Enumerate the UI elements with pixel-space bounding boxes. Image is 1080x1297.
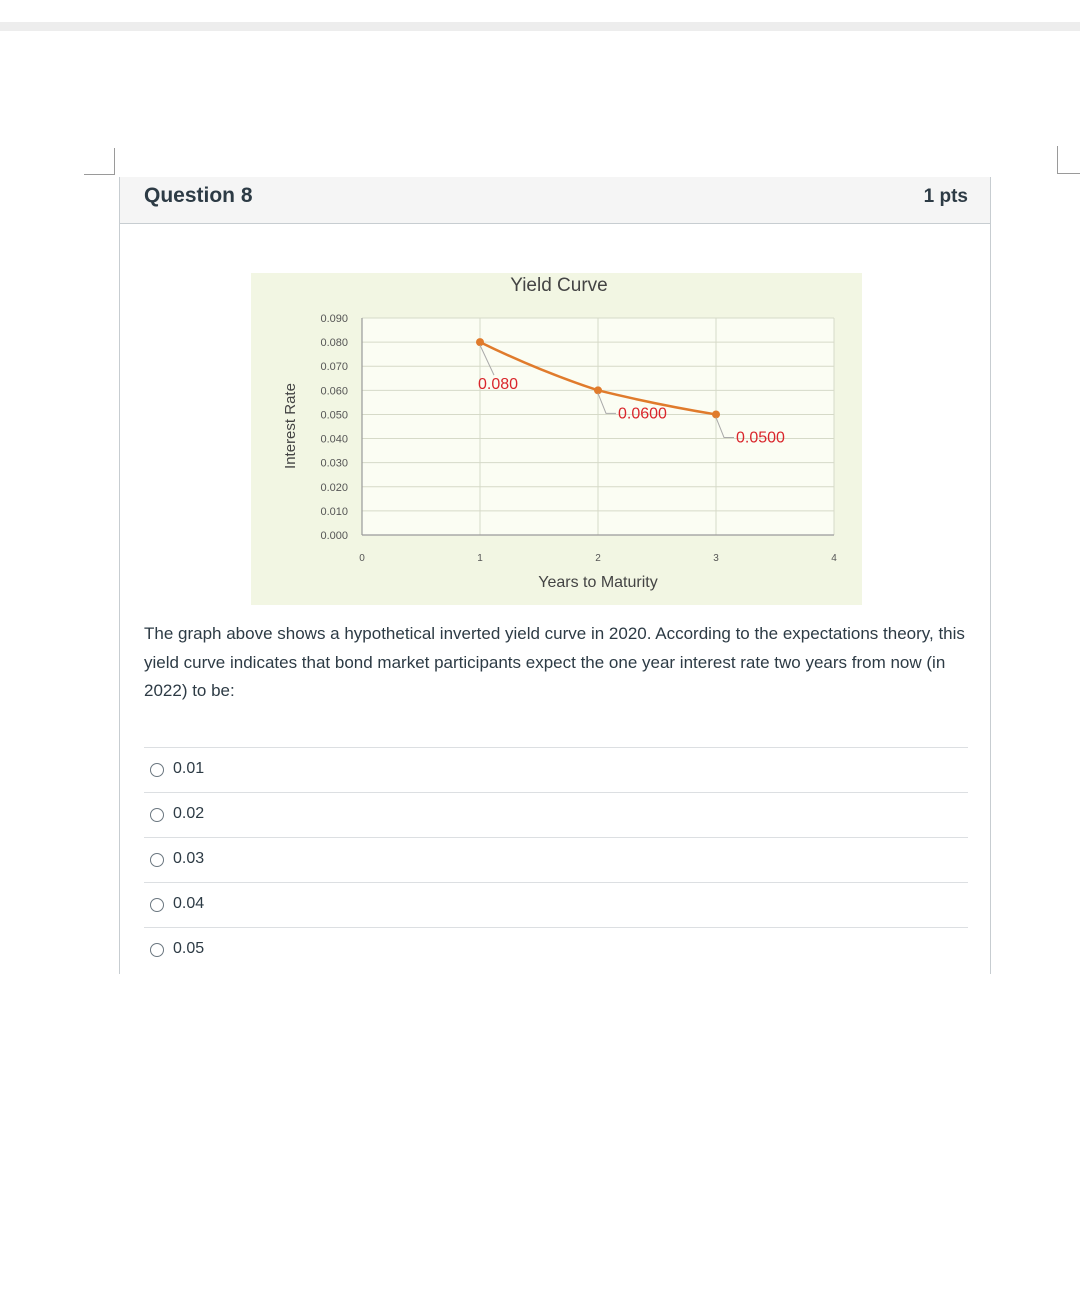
y-tick-label: 0.050 bbox=[320, 409, 348, 422]
data-point bbox=[594, 386, 602, 394]
answer-label: 0.03 bbox=[173, 850, 205, 867]
data-point bbox=[712, 410, 720, 418]
crop-mark-left bbox=[84, 148, 115, 175]
crop-mark-right bbox=[1057, 146, 1080, 174]
yield-curve-svg bbox=[251, 273, 862, 605]
answer-option-2[interactable] bbox=[144, 792, 968, 837]
y-tick-label: 0.040 bbox=[320, 433, 348, 446]
question-card bbox=[119, 177, 991, 974]
x-tick-label: 0 bbox=[359, 553, 365, 564]
radio-button[interactable] bbox=[150, 943, 164, 957]
answer-label: 0.05 bbox=[173, 940, 205, 957]
y-axis-label: Interest Rate bbox=[282, 383, 299, 469]
radio-button[interactable] bbox=[150, 808, 164, 822]
y-tick-label: 0.060 bbox=[320, 385, 348, 398]
data-point bbox=[476, 338, 484, 346]
yield-curve-chart bbox=[251, 273, 862, 605]
answer-list bbox=[144, 747, 968, 972]
answer-label: 0.02 bbox=[173, 805, 205, 822]
answer-label: 0.04 bbox=[173, 895, 205, 912]
radio-button[interactable] bbox=[150, 853, 164, 867]
x-tick-label: 4 bbox=[831, 553, 837, 564]
x-axis-label: Years to Maturity bbox=[538, 574, 658, 591]
top-border-strip bbox=[0, 22, 1080, 31]
radio-button[interactable] bbox=[150, 763, 164, 777]
answer-label: 0.01 bbox=[173, 760, 205, 777]
y-tick-label: 0.030 bbox=[320, 457, 348, 470]
x-tick-label: 1 bbox=[477, 553, 483, 564]
question-title: Question 8 bbox=[144, 184, 253, 207]
data-label: 0.0600 bbox=[618, 405, 667, 423]
chart-title: Yield Curve bbox=[510, 275, 608, 296]
answer-option-3[interactable] bbox=[144, 837, 968, 882]
y-tick-label: 0.000 bbox=[320, 530, 348, 542]
answer-option-4[interactable] bbox=[144, 882, 968, 927]
question-header bbox=[120, 177, 990, 224]
data-label: 0.080 bbox=[478, 376, 519, 394]
y-tick-label: 0.090 bbox=[320, 313, 348, 325]
answer-option-1[interactable] bbox=[144, 747, 968, 792]
y-tick-label: 0.010 bbox=[320, 505, 348, 518]
question-points: 1 pts bbox=[923, 186, 968, 207]
x-tick-label: 3 bbox=[713, 553, 719, 564]
y-tick-label: 0.080 bbox=[320, 337, 348, 350]
question-text: The graph above shows a hypothetical inverted yield curve in 2020. According to the expectations theory, this yield curve indicates that bond market participants expect the one year interest rate two years from now (in 2022) to be: bbox=[144, 624, 965, 701]
y-tick-label: 0.020 bbox=[320, 481, 348, 494]
radio-button[interactable] bbox=[150, 898, 164, 912]
answer-option-5[interactable] bbox=[144, 927, 968, 972]
x-tick-label: 2 bbox=[595, 553, 601, 564]
data-label: 0.0500 bbox=[736, 429, 785, 447]
y-tick-label: 0.070 bbox=[320, 361, 348, 374]
